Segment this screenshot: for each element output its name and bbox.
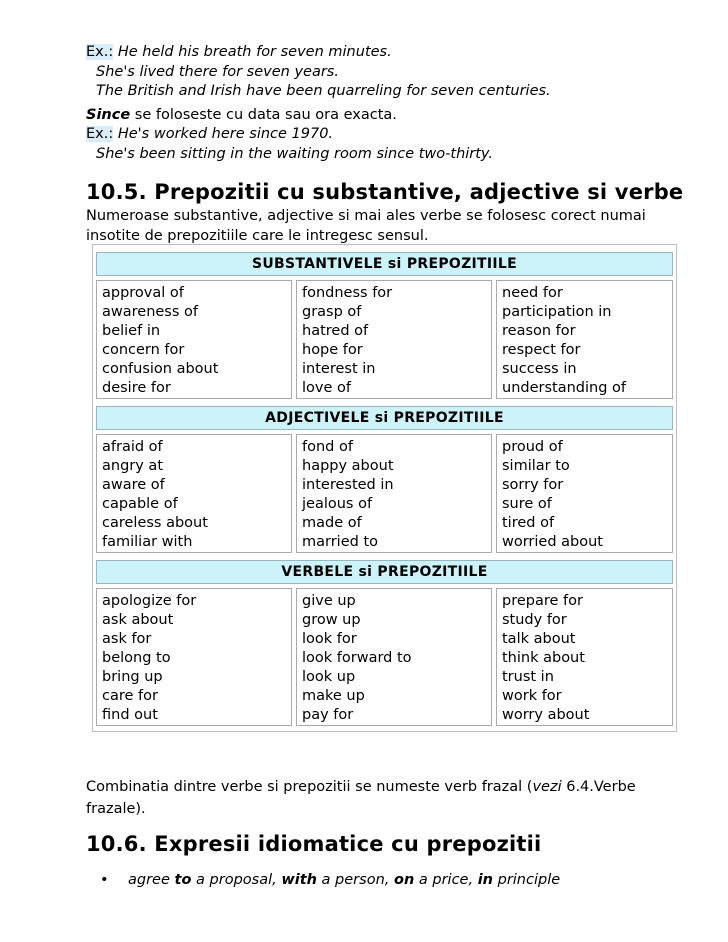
table-entry: familiar with [102,534,193,550]
table-entry: sorry for [502,477,564,493]
table-entry: prepare for [502,593,583,609]
table-entry: pay for [302,707,354,723]
table-entry: made of [302,515,362,531]
example-text: He held his breath for seven minutes. [117,44,392,60]
table-entry: jealous of [302,496,373,512]
vezi-word: vezi [532,779,562,795]
table-entry: respect for [502,342,581,358]
note-text: Combinatia dintre verbe si prepozitii se numeste verb frazal ( [86,779,533,795]
table-entry: bring up [102,669,163,685]
table-entry: hope for [302,342,363,358]
table-entry: desire for [102,380,171,396]
bullet-fragment: agree [128,872,175,888]
table-entry: love of [302,380,351,396]
table-entry: find out [102,707,158,723]
bullet-fragment: a proposal, [191,872,282,888]
table-group-header: SUBSTANTIVELE si PREPOZITIILE [96,252,673,276]
note-text-end: 6.4.Verbe frazale). [86,779,636,817]
since-rule-text: se foloseste cu data sau ora exacta. [130,107,397,123]
table-cell [96,434,292,553]
table-entry: look for [302,631,357,647]
table-cell [296,434,492,553]
table-entry: sure of [502,496,552,512]
section-title-10-6: 10.6. Expresii idiomatice cu prepozitii [86,832,542,856]
table-cell [496,588,673,726]
table-entry: capable of [102,496,178,512]
table-entry: happy about [302,458,394,474]
bullet-fragment: principle [493,872,561,888]
table-entry: belief in [102,323,161,339]
table-entry: angry at [102,458,164,474]
example-line-1 [86,43,392,62]
table-entry: interest in [302,361,376,377]
example-line-2: She's lived there for seven years. [96,64,339,80]
table-entry: tired of [502,515,555,531]
table-entry: worried about [502,534,603,550]
bullet-fragment-bold: on [393,872,415,888]
table-entry: work for [502,688,562,704]
table-entry: ask about [102,612,174,628]
bullet-icon: • [100,872,109,888]
table-cell [496,434,673,553]
prepositions-table [92,244,677,732]
table-entry: hatred of [302,323,369,339]
table-entry: confusion about [102,361,219,377]
bullet-fragment-bold: in [477,872,493,888]
table-entry: trust in [502,669,554,685]
example-text: He's worked here since 1970. [117,126,334,142]
table-entry: care for [102,688,158,704]
table-entry: fondness for [302,285,393,301]
ex-label: Ex.: [86,126,114,142]
table-entry: awareness of [102,304,198,320]
table-entry: interested in [302,477,394,493]
table-entry: make up [302,688,365,704]
section-title-10-5: 10.5. Prepozitii cu substantive, adjective si verbe [86,180,684,204]
table-entry: talk about [502,631,576,647]
table-entry: belong to [102,650,171,666]
table-entry: give up [302,593,356,609]
table-cell [496,280,673,399]
table-entry: reason for [502,323,576,339]
table-entry: afraid of [102,439,163,455]
since-example-line-1 [86,125,333,144]
table-cell [96,588,292,726]
ex-label: Ex.: [86,44,114,60]
table-entry: proud of [502,439,563,455]
since-keyword: Since [86,107,131,123]
section-intro: Numeroase substantive, adjective si mai ales verbe se folosesc corect numai insotite de prepozitiile care le intregesc sensul. [86,208,646,244]
table-entry: look forward to [302,650,412,666]
table-entry: apologize for [102,593,197,609]
table-entry: participation in [502,304,612,320]
bullet-fragment-bold: to [174,872,192,888]
table-entry: worry about [502,707,590,723]
table-entry: look up [302,669,356,685]
table-entry: ask for [102,631,152,647]
table-entry: success in [502,361,577,377]
table-entry: aware of [102,477,165,493]
phrasal-verb-note [86,776,686,820]
table-entry: grow up [302,612,361,628]
since-example-line-2: She's been sitting in the waiting room since two-thirty. [96,146,493,162]
bullet-fragment-bold: with [281,872,317,888]
table-cell [96,280,292,399]
table-group-header: ADJECTIVELE si PREPOZITIILE [96,406,673,430]
table-entry: concern for [102,342,185,358]
table-entry: study for [502,612,567,628]
table-entry: understanding of [502,380,626,396]
table-entry: fond of [302,439,353,455]
since-rule [86,106,397,125]
bullet-fragment: a price, [414,872,478,888]
table-entry: careless about [102,515,208,531]
table-entry: married to [302,534,378,550]
table-cell [296,588,492,726]
table-entry: think about [502,650,585,666]
table-entry: need for [502,285,563,301]
table-group-header: VERBELE si PREPOZITIILE [96,560,673,584]
table-cell [296,280,492,399]
bullet-fragment: a person, [316,872,394,888]
example-line-3: The British and Irish have been quarreling for seven centuries. [96,83,551,99]
table-entry: similar to [502,458,570,474]
table-entry: grasp of [302,304,362,320]
table-entry: approval of [102,285,184,301]
bullet-text [128,872,560,888]
